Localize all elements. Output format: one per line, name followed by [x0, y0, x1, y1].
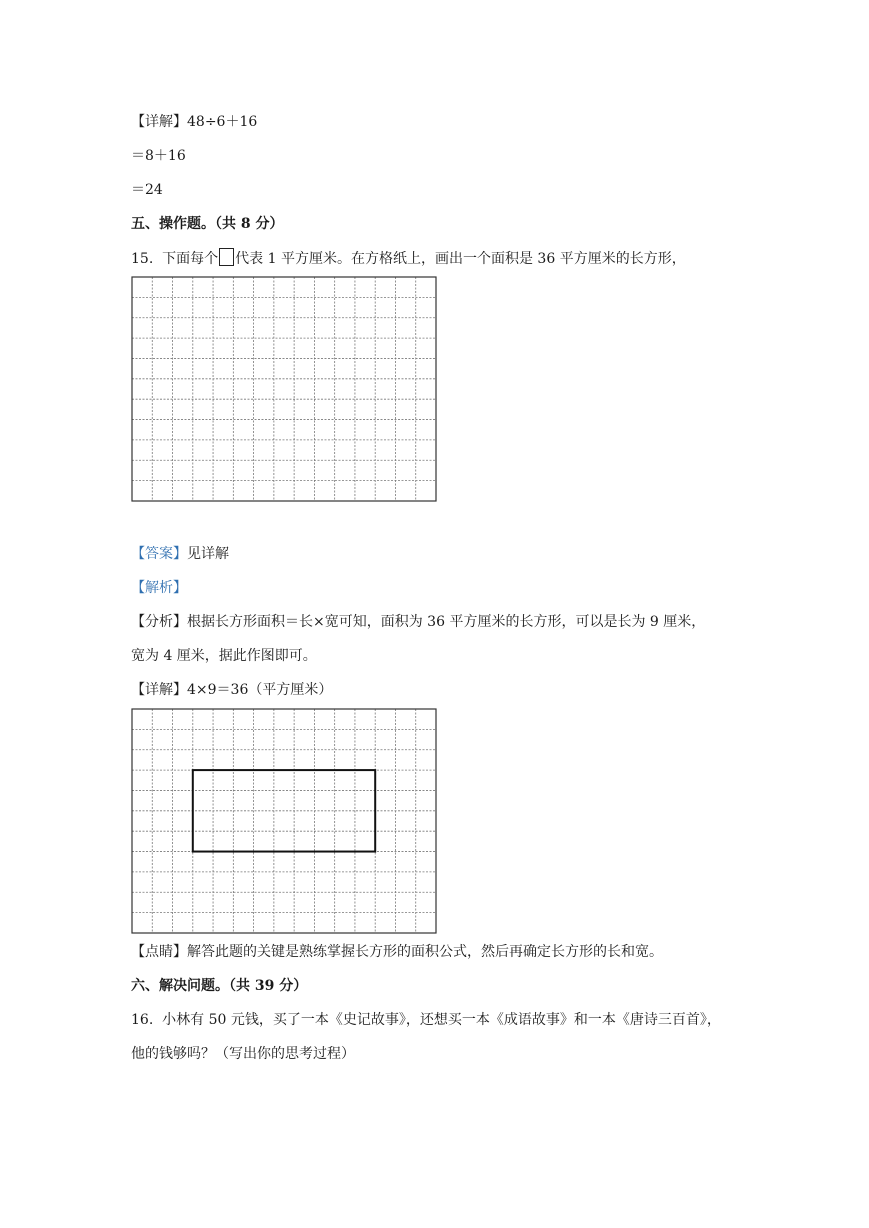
grid-border — [132, 277, 436, 501]
analysis-tag: 【分析】 — [131, 614, 187, 630]
analysis-line-2: 宽为 4 厘米，据此作图即可。 — [131, 648, 317, 664]
answer-line — [131, 544, 229, 564]
expression: 48÷6＋16 — [187, 114, 258, 130]
detail-tag-2: 【详解】 — [131, 682, 187, 698]
question-number: 15. — [131, 251, 154, 267]
analysis-heading: 【解析】 — [131, 580, 187, 596]
detail-line — [131, 680, 332, 700]
answer-text: 见详解 — [187, 546, 229, 562]
dianjing-text: 解答此题的关键是熟练掌握长方形的面积公式，然后再确定长方形的长和宽。 — [187, 944, 663, 960]
analysis-text-1: 根据长方形面积＝长×宽可知，面积为 36 平方厘米的长方形，可以是长为 9 厘米， — [187, 614, 706, 630]
solution-line-1 — [131, 112, 257, 132]
section-5-title: 五、操作题。（共 8 分） — [131, 216, 284, 232]
question-text-part1: 下面每个 — [162, 251, 219, 267]
question-16-text-1: 小林有 50 元钱，买了一本《史记故事》，还想买一本《成语故事》和一本《唐诗三百首》， — [162, 1012, 721, 1028]
answer-tag: 【答案】 — [131, 546, 187, 562]
question-number-16: 16. — [131, 1012, 154, 1028]
question-text-part2: 代表 1 平方厘米。在方格纸上，画出一个面积是 36 平方厘米的长方形， — [235, 251, 686, 267]
detail-text: 4×9＝36（平方厘米） — [187, 682, 333, 698]
solution-line-2: ＝8＋16 — [131, 148, 186, 164]
grid-paper-question — [131, 276, 437, 502]
analysis-line-1 — [131, 612, 705, 632]
grid-border — [132, 709, 436, 933]
dianjing-tag: 【点睛】 — [131, 944, 187, 960]
question-16-line-1 — [131, 1010, 721, 1030]
grid-svg-answer — [131, 708, 437, 934]
dianjing-line — [131, 942, 663, 962]
question-16-line-2: 他的钱够吗？（写出你的思考过程） — [131, 1046, 355, 1062]
grid-paper-answer — [131, 708, 437, 934]
grid-svg — [131, 276, 437, 502]
question-15 — [131, 248, 686, 269]
section-6-title: 六、解决问题。（共 39 分） — [131, 978, 308, 994]
unit-square-icon — [219, 248, 234, 266]
solution-line-3: ＝24 — [131, 182, 163, 198]
detail-tag: 【详解】 — [131, 114, 187, 130]
